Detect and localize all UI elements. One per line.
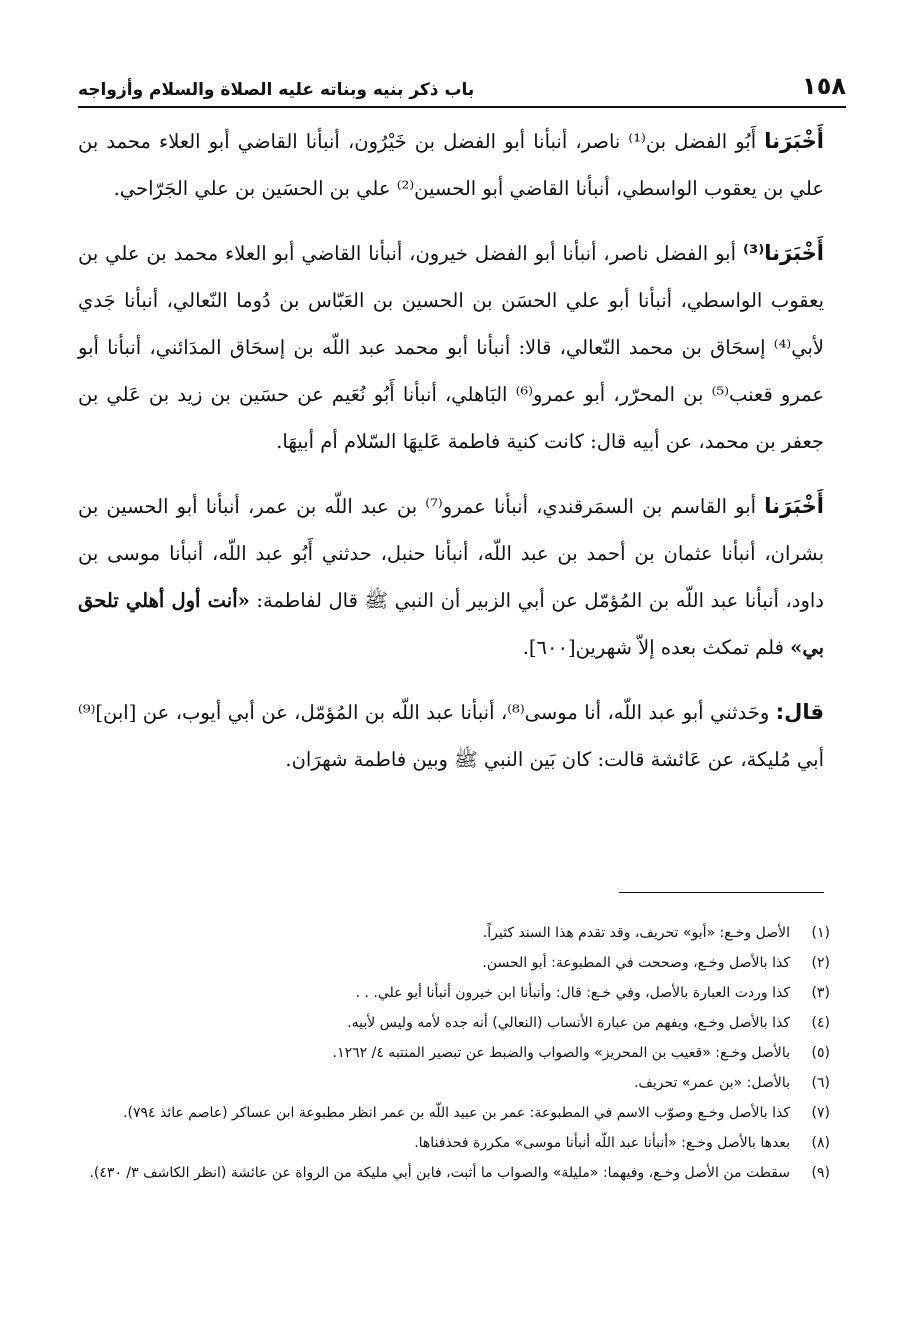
footnote-text: كذا بالأصل وخـع وصوّب الاسم في المطبوعة: عمر بن عبيد اللّه بن عمر انظر مطبوعة ابن عساكر (عاصم عائذ ٧٩٤).: [123, 1105, 790, 1121]
page-header: [78, 58, 846, 108]
footnote-number: (٤): [811, 1015, 830, 1031]
footnote-number: (١): [811, 925, 830, 941]
footnote-number: (٥): [811, 1045, 830, 1061]
footnote-number: (٦): [811, 1075, 830, 1091]
paragraph-lead: أَخْبَرَنا⁽³⁾: [742, 241, 824, 265]
paragraph-lead: أَخْبَرَنا: [764, 494, 824, 518]
paragraph-lead: أَخْبَرَنا: [764, 129, 824, 153]
footnote-7: [78, 1098, 830, 1128]
page-number: ١٥٨: [802, 72, 846, 100]
footnote-number: (٣): [811, 985, 830, 1001]
footnote-4: [78, 1008, 830, 1038]
footnote-5: [78, 1038, 830, 1068]
main-text: [78, 118, 824, 801]
footnote-number: (٨): [811, 1135, 830, 1151]
paragraph-3: [78, 483, 824, 671]
hadith-quote: «أنت أول أهلي تلحق بي»: [78, 589, 824, 659]
footnote-2: [78, 948, 830, 978]
paragraph-lead: قال:: [775, 700, 825, 724]
paragraph-text: أبو القاسم بن السمَرقندي، أنبأنا عمرو⁽⁷⁾ بن عبد اللّه بن عمر، أنبأنا أبو الحسين بن بشران، أنبأنا عثمان بن أحمد بن عبد اللّه، أنبأنا حنبل، حدثني أَبُو عبد اللّه، أنبأنا موسى بن داود، أنبأنا عبد اللّه بن المُؤمّل عن أبي الزبير أن النبي ﷺ قال لفاطمة:: [78, 495, 824, 612]
footnote-number: (٢): [811, 955, 830, 971]
running-title: باب ذكر بنيه وبناته عليه الصلاة والسلام وأزواجه: [78, 80, 475, 100]
footnote-text: بالأصل وخـع: «قعيب بن المحريز» والصواب والضبط عن تبصير المنتبه ٤/ ١٢٦٢.: [332, 1045, 790, 1061]
paragraph-text: أبو الفضل ناصر، أنبأنا أبو الفضل خيرون، أنبأنا القاضي أبو العلاء محمد بن علي بن يعقوب الواسطي، أنبأنا أبو علي الحسَن بن الحسين بن العَبّاس بن دُوما النّعالي، أنبأنا جَدي لأبي⁽⁴⁾ إسحَاق بن محمد النّعالي، قالا: أنبأنا أبو محمد عبد اللّه بن إسحَاق المدَائني، أنبأنا أبو عمرو قعنب⁽⁵⁾ بن المحرّر، أبو عمرو⁽⁶⁾ البَاهلي، أنبأنا أَبُو نُعَيم عن حسَين بن زيد بن عَلي بن جعفر بن محمد، عن أبيه قال: كانت كنية فاطمة عَليهَا السّلام أم أبيهَا.: [78, 242, 824, 453]
footnote-text: بعدها بالأصل وخـع: «أنبأنا عبد اللّه أنبأنا موسى» مكررة فحذفناها.: [414, 1135, 790, 1151]
footnote-text: كذا وردت العبارة بالأصل، وفي خـع: قال: وأنبأنا ابن خيرون أنبأنا أبو علي. . .: [355, 985, 790, 1001]
footnote-text: الأصل وخـع: «أبو» تحريف، وقد تقدم هذا السند كثيراً.: [482, 925, 790, 941]
footnote-text: كذا بالأصل وخـع، ويفهم من عبارة الأنساب (النعالي) أنه جده لأمه وليس لأبيه.: [347, 1015, 790, 1031]
footnote-9: [78, 1158, 830, 1188]
footnote-number: (٧): [811, 1105, 830, 1121]
footnote-divider: [619, 892, 824, 893]
footnotes: [78, 918, 830, 1188]
paragraph-1: [78, 118, 824, 212]
footnote-text: سقطت من الأصل وخـع، وفيهما: «مليلة» والصواب ما أثبت، فابن أبي مليكة من الرواة عن عائشة (انظر الكاشف ٣/ ٤٣٠).: [89, 1165, 790, 1181]
footnote-3: [78, 978, 830, 1008]
footnote-1: [78, 918, 830, 948]
footnote-8: [78, 1128, 830, 1158]
paragraph-4: [78, 689, 824, 783]
footnote-text: كذا بالأصل وخـع، وصححت في المطبوعة: أبو الحسن.: [482, 955, 790, 971]
paragraph-text: وحَدثني أبو عبد اللّه، أنا موسى⁽⁸⁾، أنبأنا عبد اللّه بن المُؤمّل، عن أبي أيوب، عن [ابن]⁽⁹⁾ أبي مُليكة، عن عَائشة قالت: كان بَين النبي ﷺ وبين فاطمة شهرَان.: [78, 701, 824, 771]
paragraph-text: أَبُو الفضل بن⁽¹⁾ ناصر، أنبأنا أبو الفضل بن خَيْرُون، أنبأنا القاضي أبو العلاء محمد بن علي بن يعقوب الواسطي، أنبأنا القاضي أبو الحسين⁽²⁾ علي بن الحسَين بن علي الجَرّاحي.: [78, 130, 824, 200]
paragraph-2: [78, 230, 824, 465]
paragraph-tail: فلم تمكث بعده إلاّ شهرين[٦٠٠].: [522, 636, 791, 659]
footnote-number: (٩): [811, 1165, 830, 1181]
footnote-6: [78, 1068, 830, 1098]
footnote-text: بالأصل: «بن عمر» تحريف.: [633, 1075, 790, 1091]
